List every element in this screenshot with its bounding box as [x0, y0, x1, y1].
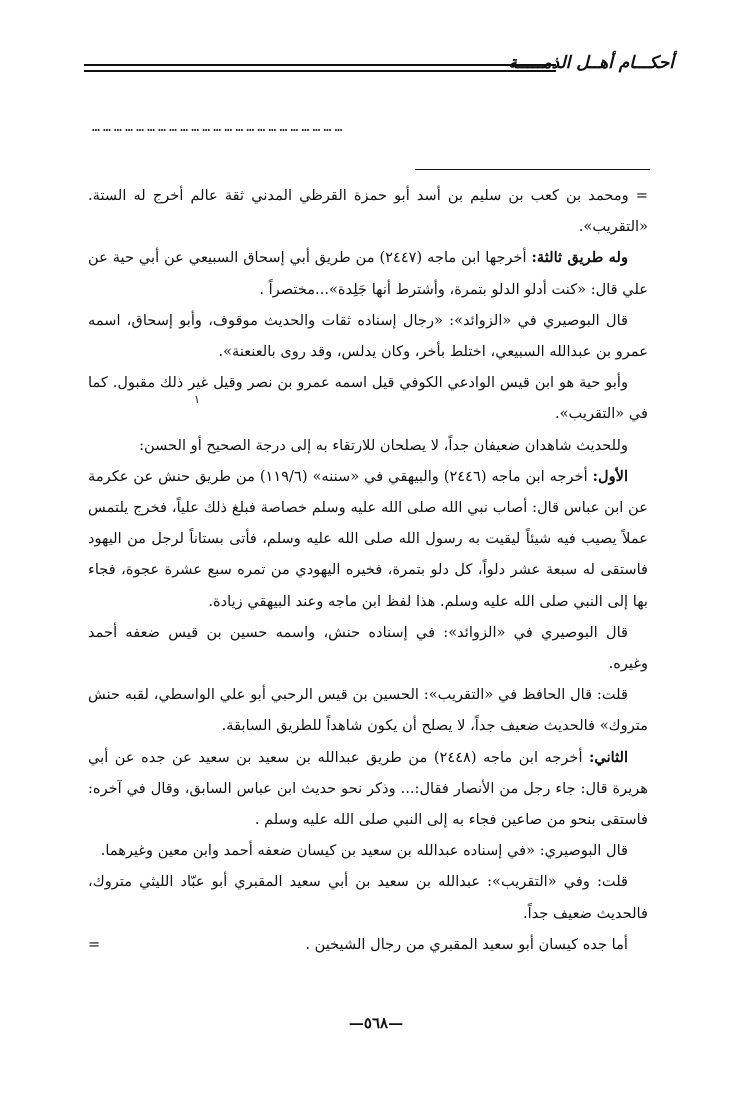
- paragraph-12: [88, 929, 648, 960]
- footnote-marker: ١: [194, 393, 200, 406]
- paragraph-2: [88, 242, 648, 304]
- page-number: —٥٦٨—: [348, 1014, 404, 1032]
- running-header-title: أحكـــام أهــل الذمـــــة: [508, 53, 674, 73]
- paragraph-12-text: أما جده كيسان أبو سعيد المقبري من رجال الشيخين .: [305, 935, 628, 953]
- paragraph-2-lead: وله طريق ثالثة:: [531, 249, 629, 267]
- paragraph-9: [88, 742, 648, 836]
- paragraph-5: وللحديث شاهدان ضعيفان جداً، لا يصلحان للارتقاء به إلى درجة الصحيح أو الحسن:: [139, 436, 628, 454]
- paragraph-1: = ومحمد بن كعب بن سليم بن أسد أبو حمزة القرظي المدني ثقة عالم أخرج له الستة. «التقريب».: [88, 187, 648, 236]
- header-rule-bottom: [84, 70, 556, 72]
- header-double-rule: [84, 64, 556, 73]
- paragraph-8: قلت: قال الحافظ في «التقريب»: الحسين بن قيس الرحبي أبو علي الواسطي، لقبه حنش متروك» فالحديث ضعيف جداً، لا يصلح أن يكون شاهداً للطريق السابقة.: [88, 686, 648, 735]
- paragraph-10: قال البوصيري: «في إسناده عبدالله بن سعيد بن كيسان ضعفه أحمد وابن معين وغيرهما.: [100, 842, 628, 860]
- dotted-separator: ……………………………………………………………: [92, 120, 346, 135]
- header-rule-top: [84, 64, 556, 66]
- paragraph-6-lead: الأول:: [592, 467, 628, 485]
- paragraph-9-lead: الثاني:: [589, 748, 628, 766]
- footnote-rule: [415, 169, 650, 170]
- paragraph-6: [88, 461, 648, 617]
- paragraph-4: وأبو حية هو ابن قيس الوادعي الكوفي قيل اسمه عمرو بن نصر وقيل غير ذلك مقبول. كما في «التقريب».: [88, 374, 648, 423]
- paragraph-11: قلت: وفي «التقريب»: عبدالله بن سعيد بن أبي سعيد المقبري أبو عبّاد الليثي متروك، فالحديث ضعيف جداً.: [88, 873, 648, 922]
- paragraph-2-text: أخرجها ابن ماجه (٢٤٤٧) من طريق أبي إسحاق السبيعي عن أبي حية عن علي قال: «كنت أدلو الدلو بتمرة، وأشترط أنها جَلِدة»...مختصراً .: [88, 249, 648, 298]
- paragraph-7: قال البوصيري في «الزوائد»: في إسناده حنش، واسمه حسين بن قيس ضعفه أحمد وغيره.: [88, 623, 648, 673]
- footnote-body: [88, 180, 648, 960]
- paragraph-9-text: أخرجه ابن ماجه (٢٤٤٨) من طريق عبدالله بن سعيد بن سعيد عن جده عن أبي هريرة قال: جاء رجل من الأنصار فقال:... وذكر نحو حديث ابن عباس السابق، وقال في آخره: فاستقى بنحو من صاعين فجاء به إلى النبي صلى الله عليه وسلم .: [88, 748, 648, 829]
- paragraph-6-text: أخرجه ابن ماجه (٢٤٤٦) والبيهقي في «سننه» (١١٩/٦) من طريق حنش عن عكرمة عن ابن عباس قال: أصاب نبي الله صلى الله عليه وسلم خصاصة فبلغ ذلك علياً، فخرج يلتمس عملاً يصيب فيه شيئاً ليقيت به رسول الله صلى الله عليه وسلم، فأتى بستاناً لرجل من اليهود فاستقى له سبعة عشر دلواً، كل دلو بتمرة، فخيره اليهودي من تمره سبع عشرة عجوة، فجاء بها إلى النبي صلى الله عليه وسلم. هذا لفظ ابن ماجه وعند البيهقي زيادة.: [88, 467, 648, 610]
- paragraph-3: قال البوصيري في «الزوائد»: «رجال إسناده ثقات والحديث موقوف، وأبو إسحاق، اسمه عمرو بن عبدالله السبيعي، اختلط بأخر، وكان يدلس، وقد روى بالعنعنة».: [88, 311, 648, 361]
- continuation-mark: =: [88, 935, 101, 953]
